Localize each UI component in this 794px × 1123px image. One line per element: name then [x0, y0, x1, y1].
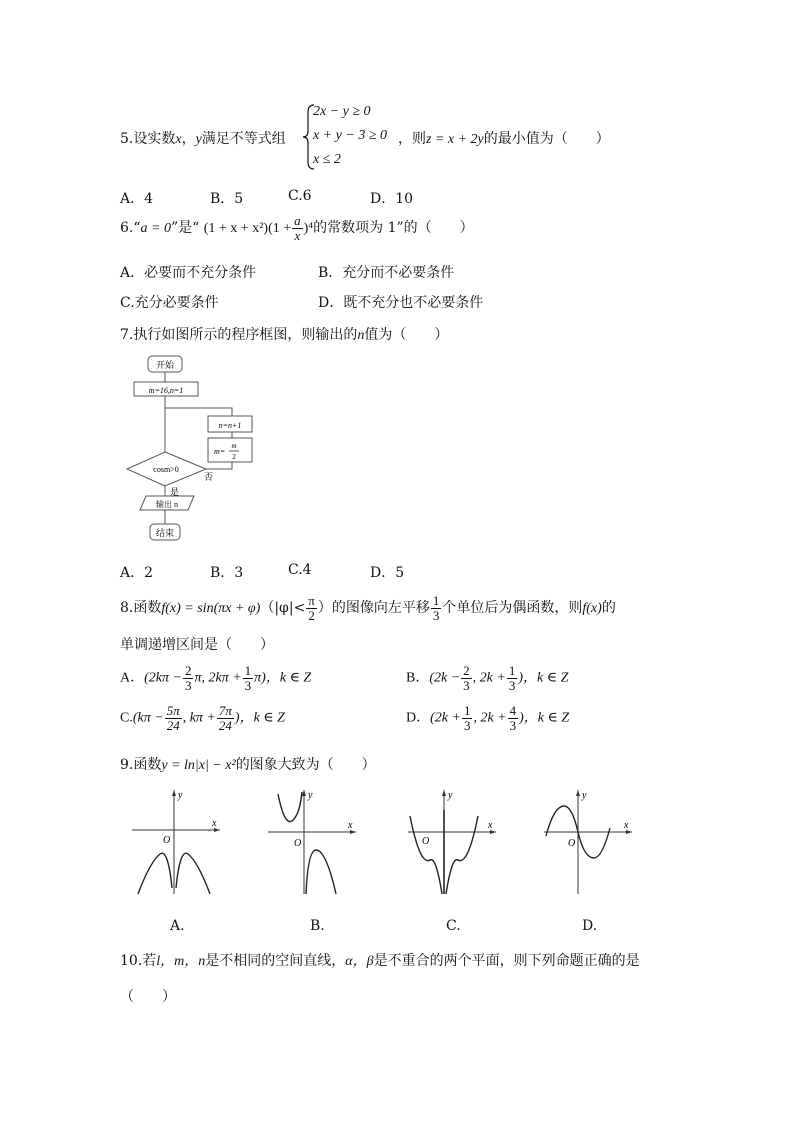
q8-function: f(x) = sin(πx + φ): [161, 601, 261, 617]
svg-text:y: y: [178, 790, 183, 801]
q7-var: n: [357, 328, 365, 343]
q10-planes: α，β: [345, 954, 374, 969]
q8-mid2: 个单位后为偶函数，则: [442, 600, 583, 617]
q5-var-y: y: [195, 132, 202, 147]
q9-function: y = ln|x| − x²: [161, 758, 236, 773]
q10-line2: （ ）: [120, 989, 176, 1005]
q6-option-b: B．充分而不必要条件: [318, 265, 455, 281]
q6-condition: a = 0: [140, 221, 171, 237]
graph-c-label: C.: [446, 918, 461, 934]
q8-fx: f(x): [582, 601, 602, 617]
flow-inc-label: n=n+1: [218, 421, 242, 430]
q5-inequality-1: 2x − y ≥ 0: [313, 104, 371, 119]
q5-option-b: B．5: [210, 191, 244, 207]
svg-text:x: x: [212, 818, 217, 829]
graph-d: [540, 786, 636, 898]
q10-mid: 是不相同的空间直线，: [205, 953, 346, 969]
graph-d-label: D.: [582, 918, 598, 934]
flowchart: [124, 352, 254, 548]
q10-tail: 是不重合的两个平面，则下列命题正确的是: [373, 953, 640, 969]
flow-yes-label: 是: [170, 487, 180, 497]
q10-lines: l，m，n: [156, 954, 206, 969]
graph-a: [128, 786, 224, 898]
q6-fraction: $\frac{a}{x}$: [294, 213, 301, 243]
svg-text:y: y: [448, 790, 453, 801]
q5-tail2: 的最小值为（ ）: [483, 131, 610, 147]
q8-mid: 的图像向左平移: [331, 600, 430, 617]
svg-text:y: y: [308, 790, 313, 801]
q7-option-b: B．3: [210, 565, 244, 581]
flow-cond-label: cosm>0: [153, 465, 179, 474]
q8-option-a: A．(2kπ − $\frac{2}{3}$ π, 2kπ + $\frac{1}{3}$ π)，k ∈ Z: [120, 663, 312, 693]
svg-text:x: x: [488, 820, 493, 831]
q6-expr-left: (1 + x + x²)(1 +: [203, 221, 292, 237]
q8-shift-fraction: $\frac{1}{3}$: [432, 593, 440, 623]
q8-option-c: C.(kπ − $\frac{5\pi}{24}$ , kπ + $\frac{7\pi}{24}$ )，k ∈ Z: [120, 703, 285, 733]
q8-cond-left: （|φ|<: [260, 600, 306, 617]
q6-option-d: D．既不充分也不必要条件: [318, 295, 484, 311]
q7-option-d: D．5: [370, 565, 405, 581]
q8-option-b: B．(2k − $\frac{2}{3}$ , 2k + $\frac{1}{3}$ )，k ∈ Z: [406, 663, 569, 693]
q5-inequality-3: x ≤ 2: [313, 152, 341, 167]
q5-option-a: A．4: [120, 191, 154, 207]
q5-inequality-2: x + y − 3 ≥ 0: [313, 128, 388, 143]
q7-option-c: C.4: [288, 562, 312, 578]
q5-sep: ，: [181, 131, 196, 147]
flow-update-den: 2: [232, 453, 236, 461]
q8-option-d: D．(2k + $\frac{1}{3}$ , 2k + $\frac{4}{3}$ )，k ∈ Z: [406, 703, 570, 733]
q5-option-c: C.6: [288, 188, 312, 204]
q5-lead: 5.设实数: [120, 131, 176, 147]
flow-no-label: 否: [204, 472, 214, 482]
flow-end-label: 结束: [155, 528, 175, 538]
q6-tail: 的常数项为 1”的（ ）: [313, 220, 474, 237]
svg-text:y: y: [582, 790, 587, 801]
q7-option-a: A．2: [120, 565, 154, 581]
graph-b-label: B.: [310, 918, 325, 934]
q5-var-x: x: [175, 132, 182, 147]
q10-lead: 10.若: [120, 953, 157, 969]
flow-update-num: m: [231, 442, 237, 450]
svg-text:O: O: [294, 838, 302, 849]
q5-expression: z = x + 2y: [426, 132, 484, 147]
flow-output-label: 输出 n: [156, 500, 178, 509]
q8-lead: 8.函数: [120, 600, 162, 617]
q8-cond-right: ）: [317, 600, 332, 617]
q8-cond-fraction: $\frac{\pi}{2}$: [308, 593, 315, 623]
q6-option-a: A．必要而不充分条件: [120, 265, 257, 281]
q6-expr-right: )⁴: [303, 221, 314, 237]
q5-tail1: ，则: [398, 131, 426, 147]
graph-a-label: A.: [170, 918, 185, 934]
svg-text:O: O: [163, 835, 171, 846]
q7-text: 7.执行如图所示的程序框图，则输出的: [120, 327, 358, 343]
svg-text:O: O: [568, 838, 576, 849]
svg-text:O: O: [422, 836, 430, 847]
q6-lead: 6.“: [120, 220, 141, 237]
q7-tail: 值为（ ）: [364, 327, 449, 343]
graph-c: [404, 786, 500, 898]
svg-text:x: x: [348, 820, 353, 831]
q5-lead2: 满足不等式组: [201, 131, 286, 147]
q9-lead: 9.函数: [120, 757, 162, 773]
q6-option-c: C.充分必要条件: [120, 295, 219, 311]
graph-b: [264, 786, 360, 898]
q6-mid: ”是“: [170, 220, 200, 237]
flow-start-label: 开始: [155, 360, 175, 370]
flow-update-left: m=: [214, 447, 226, 456]
q8-line2: 单调递增区间是（ ）: [120, 637, 274, 653]
q5-option-d: D．10: [370, 191, 414, 207]
svg-text:x: x: [624, 820, 629, 831]
flow-init-label: m=16,n=1: [148, 386, 184, 395]
q9-tail: 的图象大致为（ ）: [235, 757, 376, 773]
q8-tail: 的: [601, 600, 616, 617]
